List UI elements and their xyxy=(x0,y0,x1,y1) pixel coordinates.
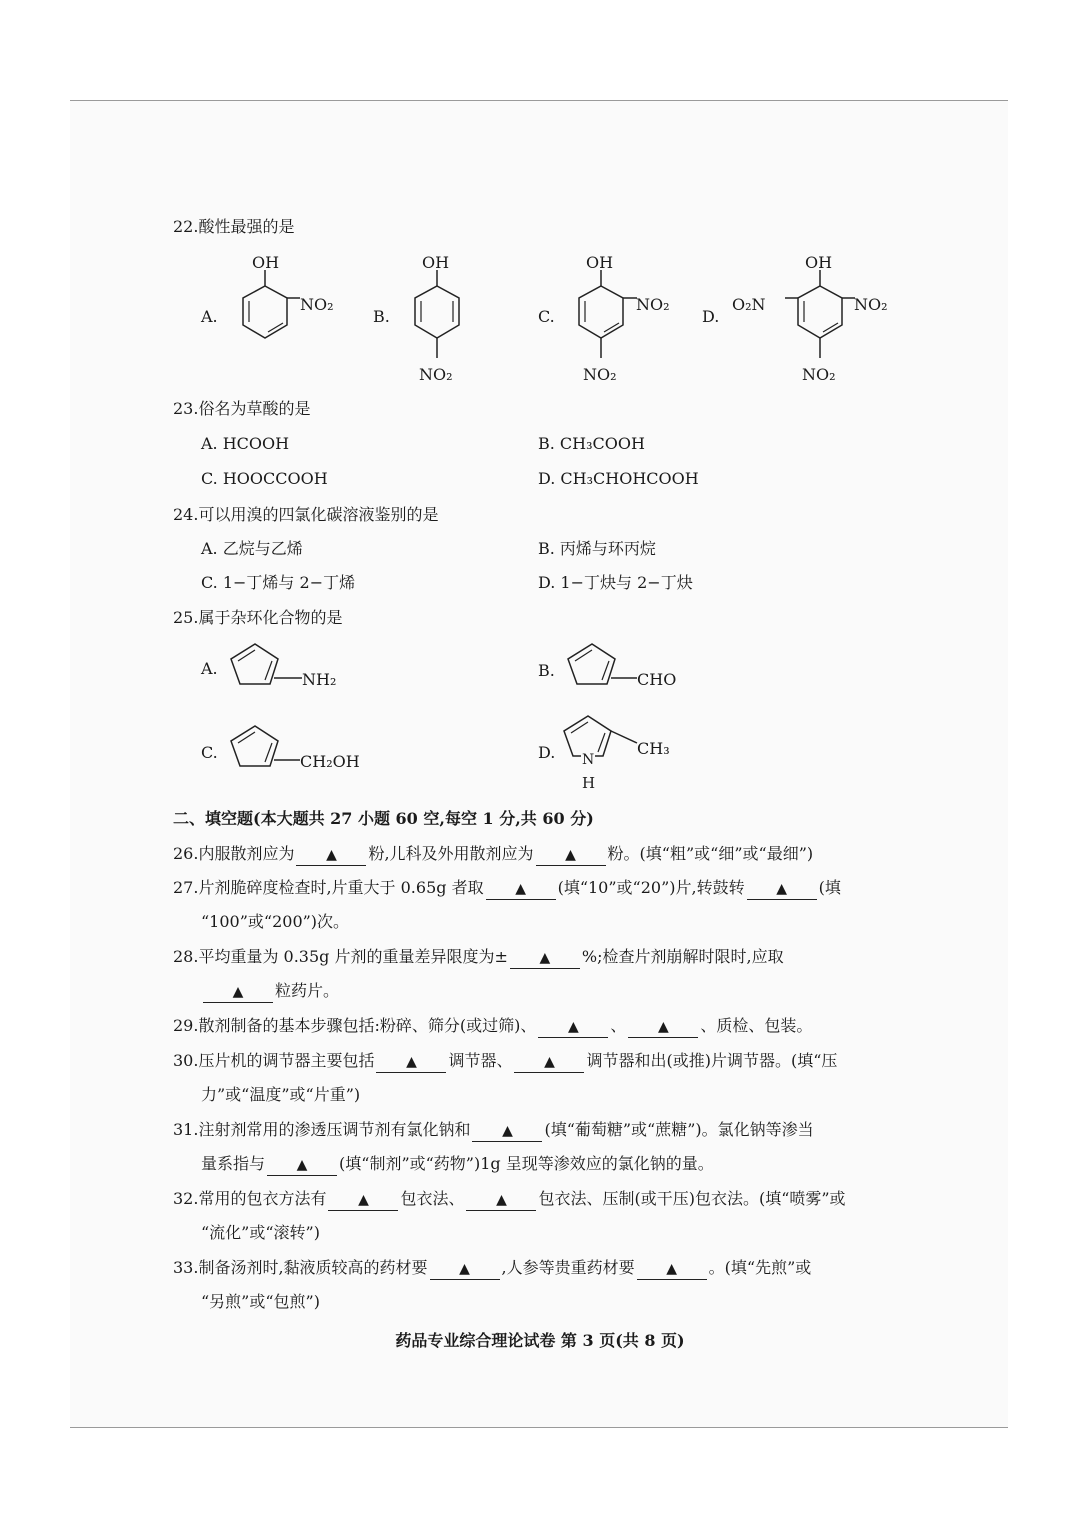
q31-continuation xyxy=(201,1153,714,1176)
q25-option-b-label: B. xyxy=(538,661,555,680)
q22-option-b-label: B. xyxy=(373,307,390,326)
q33-text-1: 33.制备汤剂时,黏液质较高的药材要 xyxy=(173,1258,428,1277)
q31-text-3: 量系指与 xyxy=(201,1154,266,1173)
q27-blank-2[interactable]: ▲ xyxy=(747,879,817,900)
q23-option-d: D. CH₃CHOHCOOH xyxy=(538,469,699,488)
q32-text-1: 32.常用的包衣方法有 xyxy=(173,1189,327,1208)
question-22-stem: 22.酸性最强的是 xyxy=(173,217,295,236)
q24-option-d: D. 1−丁炔与 2−丁炔 xyxy=(538,573,693,592)
nitro-label: NO₂ xyxy=(802,365,836,384)
q28-text-3: 粒药片。 xyxy=(275,981,340,1000)
q22-option-b-structure xyxy=(393,250,503,385)
q23-option-a: A. HCOOH xyxy=(201,434,290,453)
page-footer: 药品专业综合理论试卷 第 3 页(共 8 页) xyxy=(395,1331,685,1350)
oh-label: OH xyxy=(422,253,450,272)
q29-text-1: 29.散剂制备的基本步骤包括:粉碎、筛分(或过筛)、 xyxy=(173,1016,537,1035)
question-29 xyxy=(173,1015,812,1038)
q22-option-d-label: D. xyxy=(702,307,720,326)
q33-text-2: ,人参等贵重药材要 xyxy=(501,1258,635,1277)
q27-continuation: “100”或“200”)次。 xyxy=(201,912,350,931)
aldehyde-group-label: CHO xyxy=(637,670,677,689)
q26-text-2: 粉,儿科及外用散剂应为 xyxy=(368,844,534,863)
nitro-label: NO₂ xyxy=(419,365,453,384)
nitro-label: NO₂ xyxy=(854,295,888,314)
amino-group-label: NH₂ xyxy=(302,670,337,689)
q29-text-2: 、 xyxy=(610,1016,627,1035)
q22-option-c-structure xyxy=(557,250,687,385)
q26-text-1: 26.内服散剂应为 xyxy=(173,844,295,863)
q30-text-1: 30.压片机的调节器主要包括 xyxy=(173,1051,375,1070)
q25-option-b-structure xyxy=(555,638,695,698)
q28-blank-2[interactable]: ▲ xyxy=(203,982,273,1003)
question-31 xyxy=(173,1119,814,1142)
oh-label: OH xyxy=(586,253,614,272)
q22-option-a-label: A. xyxy=(201,307,218,326)
top-divider xyxy=(70,100,1008,101)
q23-option-c: C. HOOCCOOH xyxy=(201,469,328,488)
q30-text-3: 调节器和出(或推)片调节器。(填“压 xyxy=(586,1051,838,1070)
q25-option-d-label: D. xyxy=(538,743,556,762)
q29-text-3: 、质检、包装。 xyxy=(700,1016,813,1035)
q31-blank-2[interactable]: ▲ xyxy=(267,1155,337,1176)
q26-text-3: 粉。(填“粗”或“细”或“最细”) xyxy=(607,844,814,863)
q28-text-1: 28.平均重量为 0.35g 片剂的重量差异限度为± xyxy=(173,947,508,966)
q33-text-3: 。(填“先煎”或 xyxy=(708,1258,812,1277)
q23-option-b: B. CH₃COOH xyxy=(538,434,645,453)
oh-label: OH xyxy=(252,253,280,272)
q22-option-d-structure xyxy=(730,250,905,385)
question-24-stem: 24.可以用溴的四氯化碳溶液鉴别的是 xyxy=(173,505,439,524)
q26-blank-1[interactable]: ▲ xyxy=(296,845,366,866)
q25-option-a-structure xyxy=(218,638,348,698)
q31-text-1: 31.注射剂常用的渗透压调节剂有氯化钠和 xyxy=(173,1120,471,1139)
q24-option-c: C. 1−丁烯与 2−丁烯 xyxy=(201,573,356,592)
q22-option-a-structure xyxy=(218,250,348,350)
q31-text-2: (填“葡萄糖”或“蔗糖”)。氯化钠等渗当 xyxy=(544,1120,814,1139)
section-2-heading: 二、填空题(本大题共 27 小题 60 空,每空 1 分,共 60 分) xyxy=(173,809,594,828)
q25-option-a-label: A. xyxy=(201,659,218,678)
q28-blank-1[interactable]: ▲ xyxy=(510,948,580,969)
q27-blank-1[interactable]: ▲ xyxy=(486,879,556,900)
nitro-label: O₂N xyxy=(732,295,766,314)
q25-option-c-structure xyxy=(218,720,378,780)
q33-continuation: “另煎”或“包煎”) xyxy=(201,1292,320,1311)
question-23-stem: 23.俗名为草酸的是 xyxy=(173,399,311,418)
nitro-label: NO₂ xyxy=(636,295,670,314)
q29-blank-2[interactable]: ▲ xyxy=(628,1017,698,1038)
hydroxymethyl-group-label: CH₂OH xyxy=(300,752,360,771)
q27-text-3: (填 xyxy=(818,878,841,897)
q22-option-c-label: C. xyxy=(538,307,555,326)
nitrogen-label: N xyxy=(582,752,595,768)
q32-blank-1[interactable]: ▲ xyxy=(328,1190,398,1211)
q25-option-d-structure xyxy=(555,708,695,793)
q32-blank-2[interactable]: ▲ xyxy=(466,1190,536,1211)
question-33 xyxy=(173,1257,811,1280)
q30-blank-1[interactable]: ▲ xyxy=(376,1052,446,1073)
question-32 xyxy=(173,1188,846,1211)
q24-option-b: B. 丙烯与环丙烷 xyxy=(538,539,656,558)
q31-blank-1[interactable]: ▲ xyxy=(472,1121,542,1142)
q25-option-c-label: C. xyxy=(201,743,218,762)
q31-text-4: (填“制剂”或“药物”)1g 呈现等渗效应的氯化钠的量。 xyxy=(339,1154,714,1173)
nitro-label: NO₂ xyxy=(583,365,617,384)
q33-blank-2[interactable]: ▲ xyxy=(637,1259,707,1280)
nitro-label: NO₂ xyxy=(300,295,334,314)
q32-text-3: 包衣法、压制(或干压)包衣法。(填“喷雾”或 xyxy=(538,1189,846,1208)
q32-text-2: 包衣法、 xyxy=(400,1189,465,1208)
q27-text-2: (填“10”或“20”)片,转鼓转 xyxy=(557,878,745,897)
hydrogen-label: H xyxy=(582,774,596,792)
q30-blank-2[interactable]: ▲ xyxy=(514,1052,584,1073)
question-27 xyxy=(173,877,841,900)
q30-text-2: 调节器、 xyxy=(448,1051,513,1070)
q28-text-2: %;检查片剂崩解时限时,应取 xyxy=(581,947,784,966)
q27-text-1: 27.片剂脆碎度检查时,片重大于 0.65g 者取 xyxy=(173,878,484,897)
methyl-group-label: CH₃ xyxy=(637,739,670,758)
oh-label: OH xyxy=(805,253,833,272)
q33-blank-1[interactable]: ▲ xyxy=(430,1259,500,1280)
q28-continuation xyxy=(201,980,339,1003)
q30-continuation: 力”或“温度”或“片重”) xyxy=(201,1085,361,1104)
question-30 xyxy=(173,1050,837,1073)
bottom-divider xyxy=(70,1427,1008,1428)
q26-blank-2[interactable]: ▲ xyxy=(536,845,606,866)
q32-continuation: “流化”或“滚转”) xyxy=(201,1223,320,1242)
question-25-stem: 25.属于杂环化合物的是 xyxy=(173,608,343,627)
q24-option-a: A. 乙烷与乙烯 xyxy=(201,539,303,558)
question-28 xyxy=(173,946,784,969)
q29-blank-1[interactable]: ▲ xyxy=(538,1017,608,1038)
question-26 xyxy=(173,843,813,866)
